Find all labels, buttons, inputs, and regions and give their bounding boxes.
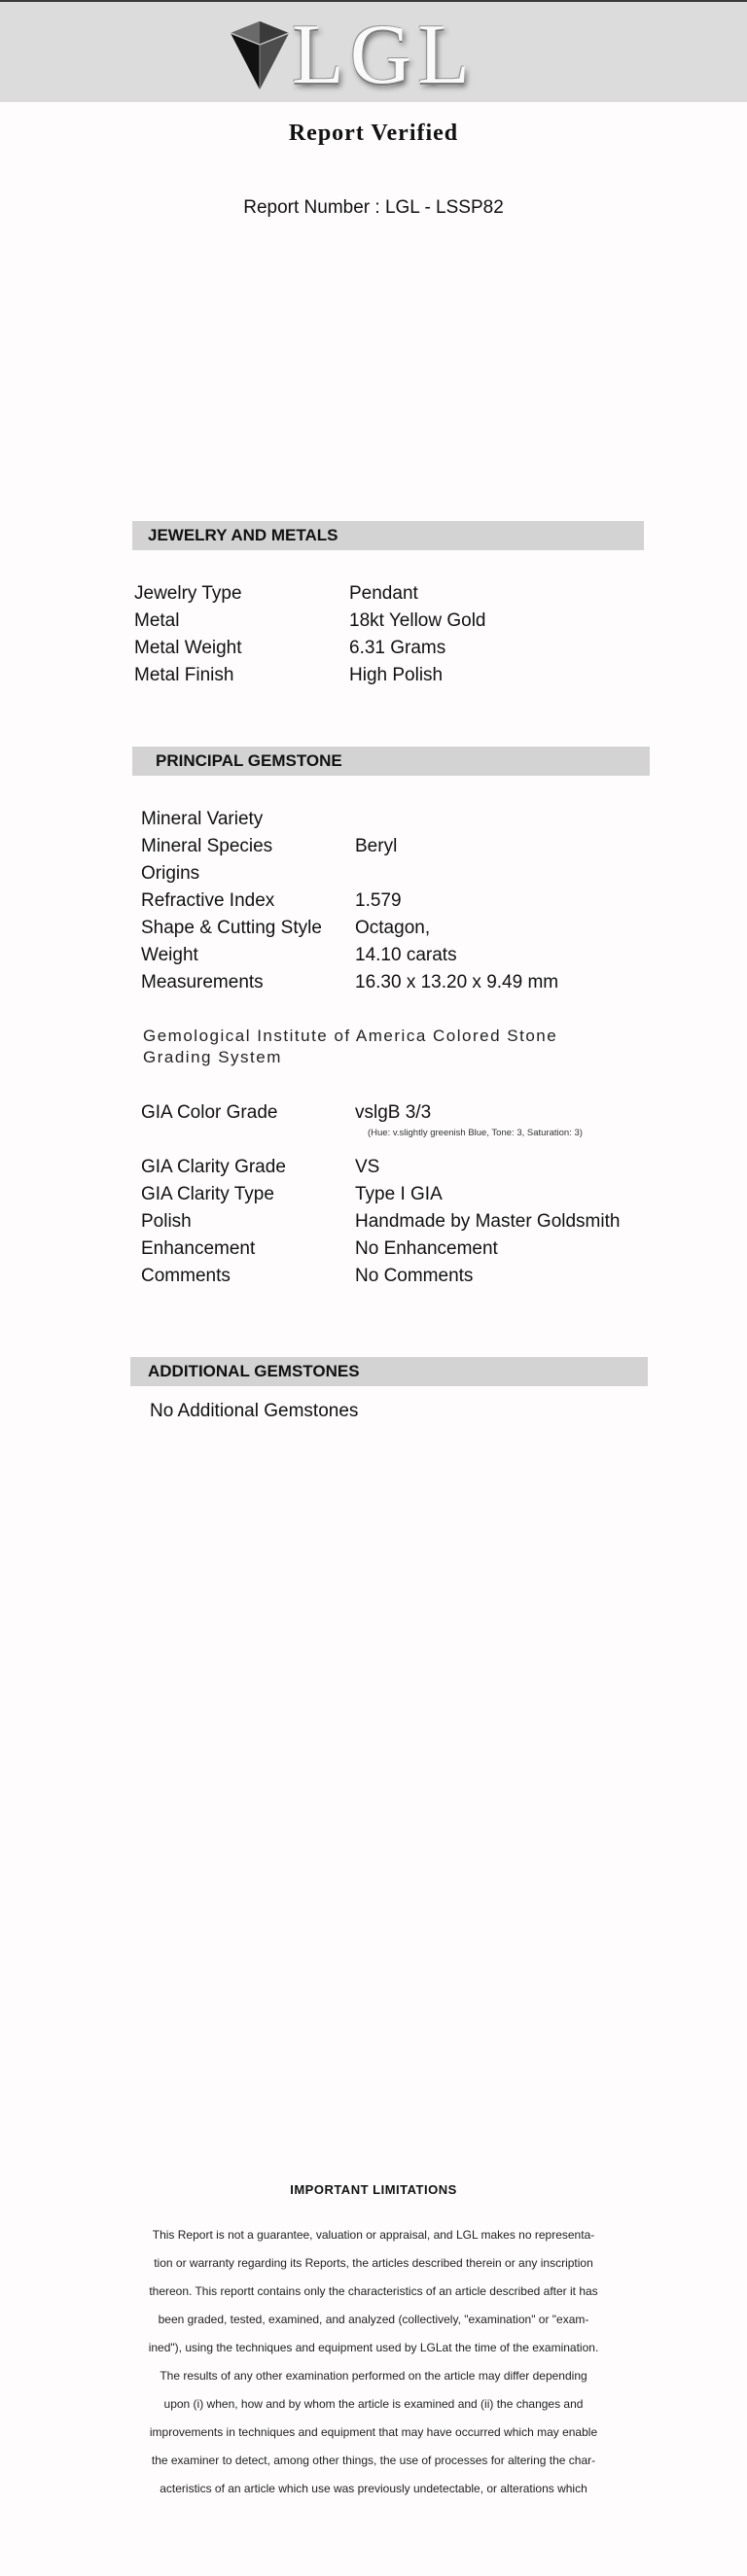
detail-value: 1.579 bbox=[355, 890, 402, 911]
limitations-line: ined"), using the techniques and equipment used by LGLat the time of the examination. bbox=[148, 2341, 599, 2354]
detail-value: 6.31 Grams bbox=[349, 638, 446, 658]
limitations-heading: IMPORTANT LIMITATIONS bbox=[290, 2182, 457, 2197]
principal-section-heading: PRINCIPAL GEMSTONE bbox=[132, 747, 650, 776]
gia-color-grade-label: GIA Color Grade bbox=[141, 1102, 278, 1123]
gia-system-note: Gemological Institute of America Colored Stone Grading System bbox=[143, 1027, 558, 1066]
page-title: Report Verified bbox=[288, 121, 459, 146]
hue-note: (Hue: v.slightly greenish Blue, Tone: 3, Saturation: 3) bbox=[368, 1128, 583, 1138]
detail-label: Metal Finish bbox=[134, 665, 234, 685]
detail-value: VS bbox=[355, 1157, 380, 1177]
additional-section-heading: ADDITIONAL GEMSTONES bbox=[130, 1357, 648, 1386]
detail-label: Metal Weight bbox=[134, 638, 242, 658]
detail-value: Octagon, bbox=[355, 918, 431, 938]
detail-label: Polish bbox=[141, 1211, 192, 1232]
limitations-line: thereon. This reportt contains only the characteristics of an article described after it has bbox=[149, 2284, 598, 2298]
detail-label: Enhancement bbox=[141, 1238, 256, 1259]
header-banner bbox=[0, 0, 747, 102]
limitations-line: This Report is not a guarantee, valuation or appraisal, and LGL makes no representa- bbox=[152, 2228, 595, 2242]
additional-text: No Additional Gemstones bbox=[150, 1401, 359, 1421]
limitations-line: improvements in techniques and equipment that may have occurred which may enable bbox=[149, 2425, 598, 2439]
detail-value: High Polish bbox=[349, 665, 444, 685]
limitations-line: tion or warranty regarding its Reports, the articles described therein or any inscription bbox=[154, 2256, 593, 2270]
limitations-line: been graded, tested, examined, and analyzed (collectively, "examination" or "exam- bbox=[158, 2313, 589, 2326]
detail-label: Comments bbox=[141, 1266, 231, 1286]
detail-label: Shape & Cutting Style bbox=[141, 918, 322, 938]
detail-label: Jewelry Type bbox=[134, 583, 242, 604]
limitations-line: upon (i) when, how and by whom the article is examined and (ii) the changes and bbox=[163, 2397, 584, 2411]
gia-color-grade-value: vslgB 3/3 bbox=[355, 1102, 432, 1123]
limitations-line: The results of any other examination performed on the article may differ depending bbox=[160, 2369, 587, 2383]
detail-value: No Comments bbox=[355, 1266, 474, 1286]
detail-label: Refractive Index bbox=[141, 890, 275, 911]
limitations-line: acteristics of an article which use was previously undetectable, or alterations which bbox=[160, 2482, 587, 2495]
detail-value: No Enhancement bbox=[355, 1238, 498, 1259]
detail-label: GIA Clarity Type bbox=[141, 1184, 274, 1204]
detail-value: Pendant bbox=[349, 583, 418, 604]
detail-value: 16.30 x 13.20 x 9.49 mm bbox=[355, 972, 559, 992]
diamond-logo-icon bbox=[226, 16, 294, 93]
detail-label: Mineral Variety bbox=[141, 809, 264, 829]
detail-value: Beryl bbox=[355, 836, 398, 856]
detail-label: GIA Clarity Grade bbox=[141, 1157, 286, 1177]
logo-text: LGL bbox=[292, 8, 477, 102]
jewelry-section-heading: JEWELRY AND METALS bbox=[132, 521, 644, 550]
detail-label: Mineral Species bbox=[141, 836, 273, 856]
detail-label: Measurements bbox=[141, 972, 264, 992]
detail-value: Handmade by Master Goldsmith bbox=[355, 1211, 621, 1232]
detail-label: Metal bbox=[134, 610, 180, 631]
detail-value: Type I GIA bbox=[355, 1184, 443, 1204]
limitations-text bbox=[97, 2221, 650, 2503]
detail-value: 14.10 carats bbox=[355, 945, 457, 965]
detail-label: Weight bbox=[141, 945, 198, 965]
detail-value: 18kt Yellow Gold bbox=[349, 610, 486, 631]
detail-label: Origins bbox=[141, 863, 200, 884]
report-number: Report Number : LGL - LSSP82 bbox=[243, 197, 504, 218]
limitations-line: the examiner to detect, among other things, the use of processes for altering the char- bbox=[151, 2454, 596, 2467]
